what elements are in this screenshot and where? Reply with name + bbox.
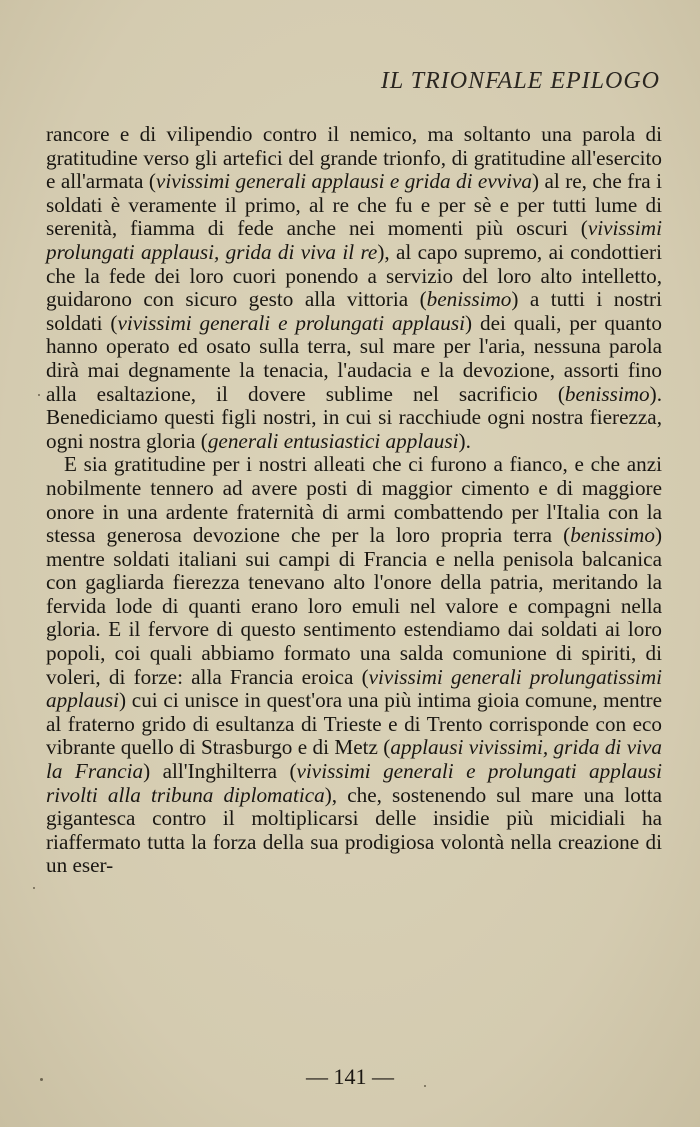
text-segment: ) all'Inghilterra ( xyxy=(143,759,297,784)
page-number: — 141 — xyxy=(306,1064,394,1089)
text-segment: E sia gratitudine per i nostri alleati che ci furono a fianco, e che anzi nobilmente tennero ad avere posti di maggior cimento e di maggiore onore in una ardente fraternità di armi combattendo per l'Italia con la stessa generosa devozione che per la loro propria terra ( xyxy=(46,452,662,548)
applause-annotation: generali entusiastici applausi xyxy=(207,428,459,453)
applause-annotation: benissimo xyxy=(564,381,650,406)
paragraph-2 xyxy=(46,453,662,878)
applause-annotation: vivissimi generali e prolungati applausi xyxy=(117,310,465,335)
text-segment: ), al capo supremo, ai condottieri che la fede dei loro cuori ponendo a servizio del loro alto intelletto, guidarono con sicuro gesto alla vittoria ( xyxy=(46,239,662,312)
paper-speck xyxy=(33,887,35,889)
text-segment: ) a tutti i nostri soldati ( xyxy=(46,287,663,335)
text-segment: rancore e di vilipendio contro il nemico, ma soltanto una parola di gratitudine verso gli artefici del grande trionfo, di gratitudine all'esercito e all'armata ( xyxy=(46,122,662,194)
applause-annotation: vivissimi generali applausi e grida di evviva xyxy=(155,169,533,194)
paper-speck xyxy=(38,394,40,396)
paper-speck xyxy=(424,1085,426,1087)
text-segment: ) mentre soldati italiani sui campi di Francia e nella penisola balcanica con gagliarda fierezza tenevano alto l'onore della patria, meritando la fervida lode di quanti erano loro emuli nel valore e compagni nella gloria. E il fervore di questo sentimento estendiamo dai soldati ai loro popoli, coi quali abbiamo formato una salda comunione di spiriti, di voleri, di forze: alla Francia eroica ( xyxy=(46,523,662,689)
running-header: IL TRIONFALE EPILOGO xyxy=(380,68,660,94)
applause-annotation: benissimo xyxy=(426,287,512,312)
paragraph-1 xyxy=(46,123,662,453)
text-segment: ) al re, che fra i soldati è veramente il primo, al re che fu e per sè e per tutti lume di serenità, fiamma di fede anche nei momenti più oscuri ( xyxy=(46,169,662,241)
text-segment: ), che, sostenendo sul mare una lotta gigantesca contro il moltiplicarsi delle insidie più micidiali ha riaffermato tutta la forza della sua prodigiosa volontà nella creazione di un eser- xyxy=(46,782,662,878)
body-text xyxy=(46,123,662,878)
applause-annotation: vivissimi generali prolungatissimi applausi xyxy=(46,664,663,713)
applause-annotation: vivissimi generali e prolungati applausi rivolti alla tribuna diplomatica xyxy=(46,759,662,807)
text-segment: ). Benediciamo questi figli nostri, in cui si racchiude ogni nostra fierezza, ogni nostra gloria ( xyxy=(46,381,662,453)
text-segment: ). xyxy=(458,428,471,453)
applause-annotation: benissimo xyxy=(570,523,655,548)
applause-annotation: vivissimi prolungati applausi, grida di viva il re xyxy=(46,216,662,264)
paper-speck xyxy=(40,1078,43,1081)
text-segment: ) dei quali, per quanto hanno operato ed osato sulla terra, sul mare per l'aria, nessuna parola dirà mai degnamente la tenacia, l'audacia e la devozione, assorti fino alla esaltazione, il dovere sublime nel sacrificio ( xyxy=(46,310,663,406)
text-segment: ) cui ci unisce in quest'ora una più intima gioia comune, mentre al fraterno grido di esultanza di Trieste e di Trento corrisponde con eco vibrante quello di Strasburgo e di Metz ( xyxy=(46,688,662,760)
applause-annotation: applausi vivissimi, grida di viva la Francia xyxy=(46,735,662,784)
